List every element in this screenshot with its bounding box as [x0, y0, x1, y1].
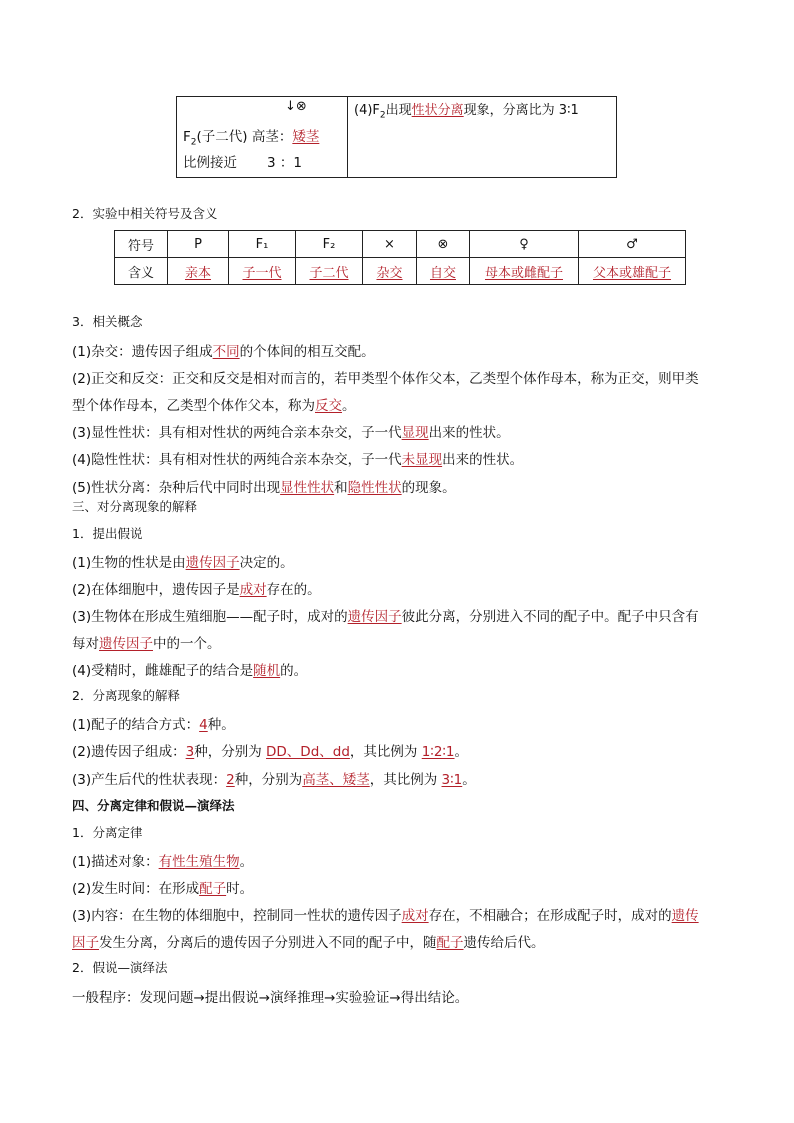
ratio-line: 比例接近 3 ：1 — [183, 155, 303, 171]
section-heading-symbols: 2．实验中相关符号及含义 — [72, 206, 218, 221]
section-heading-concepts: 3．相关概念 — [72, 314, 143, 329]
table-cell: 母本或雌配子 — [470, 258, 579, 285]
cross-result-table — [176, 96, 617, 178]
table-cell: 杂交 — [363, 258, 417, 285]
subheading-explanation: 2．分离现象的解释 — [72, 688, 180, 703]
answer-dwarf: 矮茎 — [292, 129, 320, 145]
hypothesis-line: (2)在体细胞中，遗传因子是成对存在的。 — [72, 582, 321, 598]
concept-line: (5)性状分离：杂种后代中同时出现显性性状和隐性性状的现象。 — [72, 480, 456, 496]
table-cell: 含义 — [115, 258, 168, 285]
table-cell: 子一代 — [229, 258, 296, 285]
method-line: 一般程序：发现问题→提出假说→演绎推理→实验验证→得出结论。 — [72, 990, 469, 1006]
concept-line: (3)显性性状：具有相对性状的两纯合亲本杂交，子一代显现出来的性状。 — [72, 425, 510, 441]
table-cell: 自交 — [417, 258, 470, 285]
concept-line: 型个体作母本，乙类型个体作父本，称为反交。 — [72, 398, 356, 414]
cross-result-left-cell — [177, 97, 348, 177]
table-cell: 父本或雄配子 — [579, 258, 686, 285]
law-line: (3)内容：在生物的体细胞中，控制同一性状的遗传因子成对存在，不相融合；在形成配子时，成对的遗传 — [72, 908, 699, 924]
table-cell: F₂ — [296, 231, 363, 258]
concept-line: (2)正交和反交：正交和反交是相对而言的，若甲类型个体作父本，乙类型个体作母本，称为正交，则甲类 — [72, 371, 699, 387]
table-cell: ⊗ — [417, 231, 470, 258]
law-line: 因子发生分离，分离后的遗传因子分别进入不同的配子中，随配子遗传给后代。 — [72, 935, 545, 951]
explanation-line: (1)配子的结合方式：4种。 — [72, 717, 235, 733]
section-heading-explanation: 三、对分离现象的解释 — [72, 499, 198, 514]
table-cell: 子二代 — [296, 258, 363, 285]
selfing-symbol: ↓⊗ — [285, 99, 307, 114]
hypothesis-line: 每对遗传因子中的一个。 — [72, 636, 221, 652]
f2-segregation-text: $(4)F_2$出现性状分离现象，分离比为 3∶1 — [354, 103, 579, 121]
cross-result-right-cell — [348, 97, 616, 177]
hypothesis-line: (4)受精时，雌雄配子的结合是随机的。 — [72, 663, 308, 679]
subheading-hypothesis: 1．提出假说 — [72, 526, 143, 541]
subheading-method: 2．假说—演绎法 — [72, 960, 168, 975]
subheading-law: 1．分离定律 — [72, 825, 143, 840]
symbol-table — [114, 230, 686, 285]
hypothesis-line: (3)生物体在形成生殖细胞——配子时，成对的遗传因子彼此分离，分别进入不同的配子中。配子中只含有 — [72, 609, 699, 625]
meaning-row — [115, 258, 686, 285]
concept-line: (1)杂交：遗传因子组成不同的个体间的相互交配。 — [72, 344, 375, 360]
f2-phenotype-line: $F_2$(子二代) 高茎：矮茎 — [183, 129, 320, 148]
explanation-line: (3)产生后代的性状表现：2种，分别为高茎、矮茎，其比例为 3∶1。 — [72, 772, 476, 788]
table-cell: P — [168, 231, 229, 258]
law-line: (1)描述对象：有性生殖生物。 — [72, 854, 254, 870]
hypothesis-line: (1)生物的性状是由遗传因子决定的。 — [72, 555, 294, 571]
table-cell: ♂ — [579, 231, 686, 258]
explanation-line: (2)遗传因子组成：3种，分别为 DD、Dd、dd，其比例为 1∶2∶1。 — [72, 744, 469, 760]
symbol-row — [115, 231, 686, 258]
table-cell: ♀ — [470, 231, 579, 258]
table-cell: × — [363, 231, 417, 258]
table-cell: 亲本 — [168, 258, 229, 285]
section-heading-law: 四、分离定律和假说—演绎法 — [72, 798, 235, 813]
table-cell: 符号 — [115, 231, 168, 258]
law-line: (2)发生时间：在形成配子时。 — [72, 881, 254, 897]
table-cell: F₁ — [229, 231, 296, 258]
concept-line: (4)隐性性状：具有相对性状的两纯合亲本杂交，子一代未显现出来的性状。 — [72, 452, 524, 468]
